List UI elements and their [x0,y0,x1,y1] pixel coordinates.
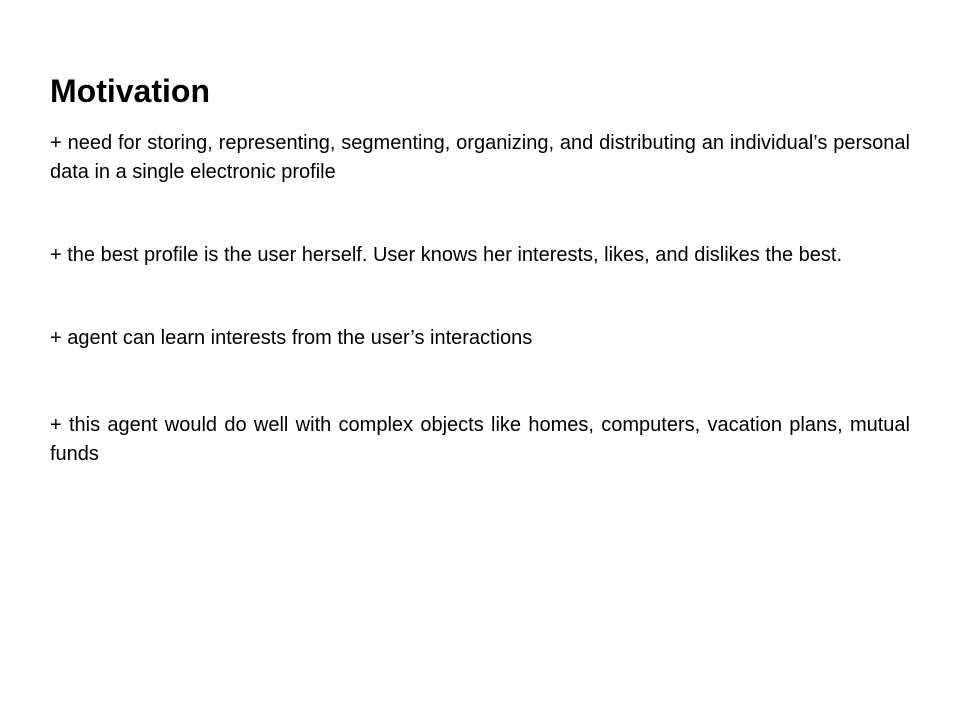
bullet-complex-objects: + this agent would do well with complex objects like homes, computers, vacation plans, mutual funds [50,414,910,465]
bullet-agent-learns-interests: + agent can learn interests from the user’s interactions [50,327,533,349]
slide-title: Motivation [50,73,210,109]
bullet-storing-personal-data: + need for storing, representing, segmenting, organizing, and distributing an individual’s personal data in a single electronic profile [50,132,910,183]
bullet-best-profile-user: + the best profile is the user herself. User knows her interests, likes, and dislikes the best. [50,244,843,266]
slide-body [50,129,910,469]
